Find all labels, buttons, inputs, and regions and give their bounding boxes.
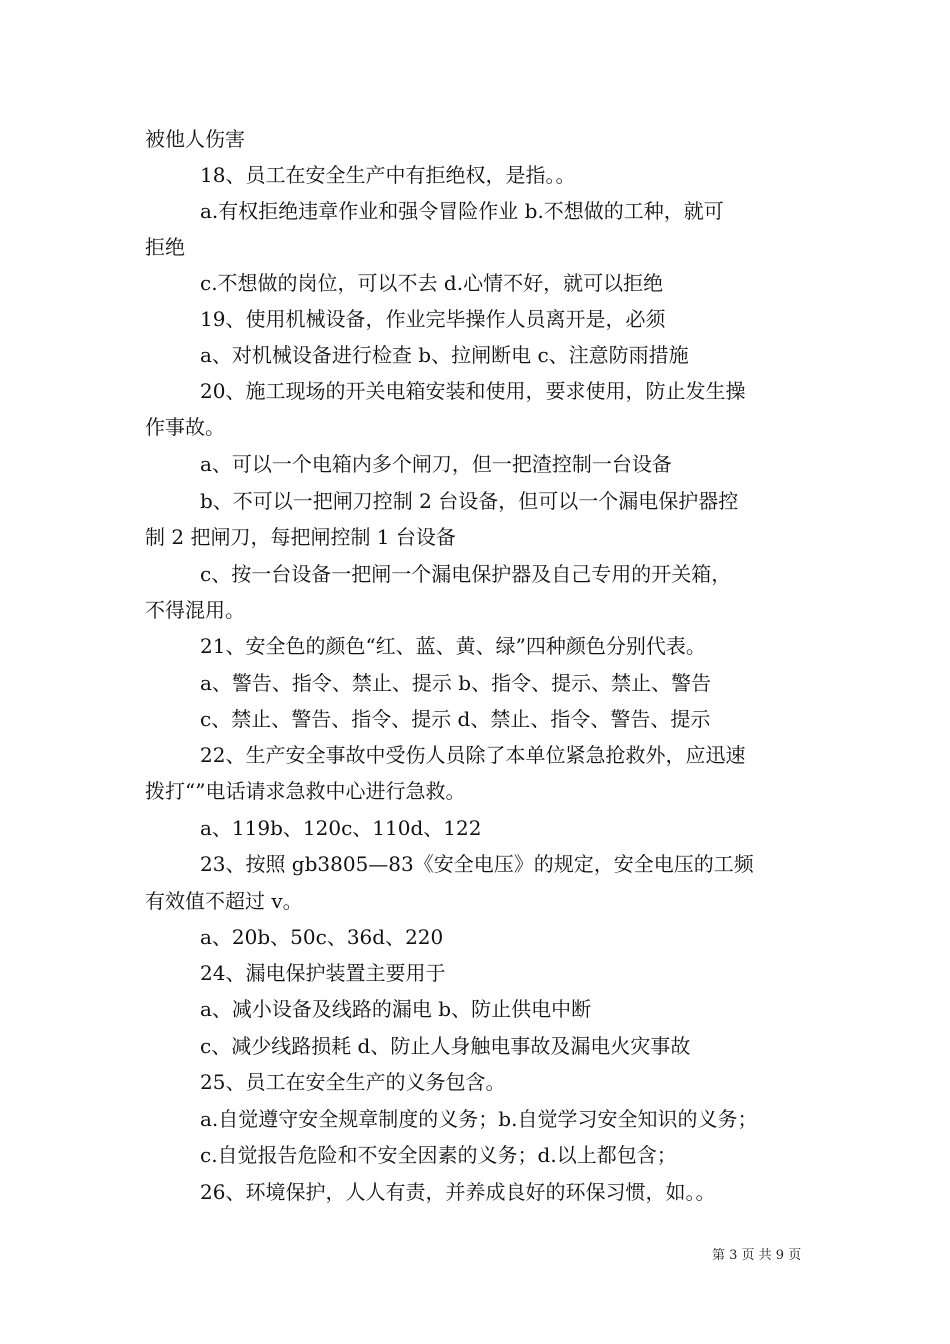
question-20: 20、施工现场的开关电箱安装和使用，要求使用，防止发生操 bbox=[200, 379, 746, 403]
question-21: 21、安全色的颜色“红、蓝、黄、绿”四种颜色分别代表。 bbox=[200, 634, 706, 658]
text-line-3: a.有权拒绝违章作业和强令冒险作业 b.不想做的工种，就可 bbox=[200, 199, 724, 223]
text-line-7: a、对机械设备进行检查 b、拉闸断电 c、注意防雨措施 bbox=[200, 343, 689, 367]
text-line-11: b、不可以一把闸刀控制 2 台设备，但可以一个漏电保护器控 bbox=[200, 489, 739, 513]
question-26: 26、环境保护，人人有责，并养成良好的环保习惯，如。。 bbox=[200, 1180, 716, 1204]
question-24: 24、漏电保护装置主要用于 bbox=[200, 961, 446, 985]
text-line-23: a、20b、50c、36d、220 bbox=[200, 925, 444, 949]
text-line-29: c.自觉报告危险和不安全因素的义务；d.以上都包含； bbox=[200, 1143, 677, 1167]
question-25: 25、员工在安全生产的义务包含。 bbox=[200, 1070, 506, 1094]
question-18: 18、员工在安全生产中有拒绝权，是指。。 bbox=[200, 163, 576, 187]
text-line-20: a、119b、120c、110d、122 bbox=[200, 816, 482, 840]
question-23: 23、按照 gb3805—83《安全电压》的规定，安全电压的工频 bbox=[200, 852, 754, 876]
text-line-5: c.不想做的岗位，可以不去 d.心情不好，就可以拒绝 bbox=[200, 271, 664, 295]
text-line-13: c、按一台设备一把闸一个漏电保护器及自己专用的开关箱， bbox=[200, 562, 732, 586]
question-22: 22、生产安全事故中受伤人员除了本单位紧急抢救外，应迅速 bbox=[200, 743, 746, 767]
text-line-10: a、可以一个电箱内多个闸刀，但一把渣控制一台设备 bbox=[200, 452, 672, 476]
text-line-4: 拒绝 bbox=[145, 235, 185, 259]
text-line-16: a、警告、指令、禁止、提示 b、指令、提示、禁止、警告 bbox=[200, 671, 712, 695]
page-number: 第 3 页 共 9 页 bbox=[712, 1248, 802, 1263]
text-line-12: 制 2 把闸刀，每把闸控制 1 台设备 bbox=[145, 525, 456, 549]
question-19: 19、使用机械设备，作业完毕操作人员离开是，必须 bbox=[200, 307, 666, 331]
text-line-19: 拨打“”电话请求急救中心进行急救。 bbox=[145, 779, 466, 803]
text-line-22: 有效值不超过 v。 bbox=[145, 889, 303, 913]
text-line-9: 作事故。 bbox=[145, 415, 225, 439]
text-line-1: 被他人伤害 bbox=[145, 127, 245, 151]
text-line-28: a.自觉遵守安全规章制度的义务；b.自觉学习安全知识的义务； bbox=[200, 1107, 758, 1131]
text-line-14: 不得混用。 bbox=[145, 598, 245, 622]
text-line-26: c、减少线路损耗 d、防止人身触电事故及漏电火灾事故 bbox=[200, 1034, 691, 1058]
text-line-25: a、减小设备及线路的漏电 b、防止供电中断 bbox=[200, 997, 592, 1021]
text-line-17: c、禁止、警告、指令、提示 d、禁止、指令、警告、提示 bbox=[200, 707, 711, 731]
